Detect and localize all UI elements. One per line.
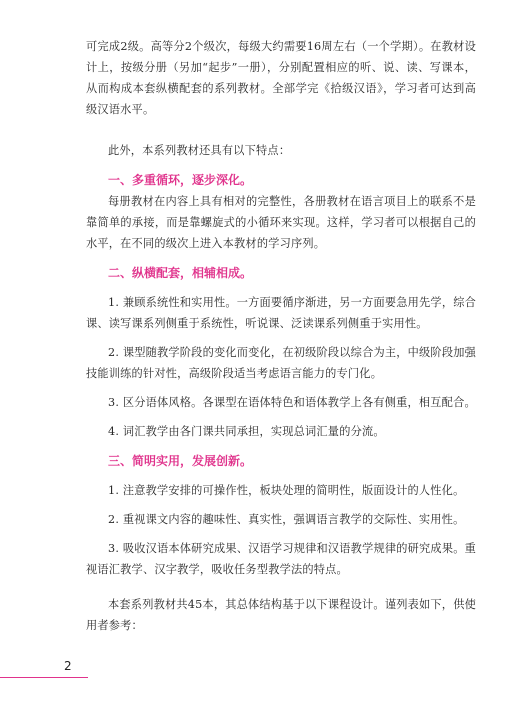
section1-paragraph: 每册教材在内容上具有相对的完整性，各册教材在语言项目上的联系不是靠简单的承接，而是靠螺旋式的小循环来实现。这样，学习者可以根据自己的水平，在不同的级次上进入本教材的学习序列。 [86, 195, 476, 250]
features-intro: 此外，本系列教材还具有以下特点： [108, 144, 291, 157]
intro-paragraph: 可完成2级。高等分2个级次，每级大约需要16周左右（一个学期）。在教材设计上，按级分册（另加“起步”一册），分别配置相应的听、说、读、写课本，从而构成本套纵横配套的系列教材。全部学完《拾级汉语》，学习者可达到高级汉语水平。 [86, 40, 476, 116]
page-number: 2 [64, 659, 72, 673]
section3-heading: 三、简明实用，发展创新。 [108, 454, 253, 468]
footer-rule [0, 677, 88, 678]
section2-heading: 二、纵横配套，相辅相成。 [108, 266, 253, 280]
section3-item-1: 1. 注意教学安排的可操作性，板块处理的简明性，版面设计的人性化。 [108, 484, 465, 497]
section3-item-2: 2. 重视课文内容的趣味性、真实性，强调语言教学的交际性、实用性。 [108, 513, 465, 526]
section2-item-2: 2. 课型随教学阶段的变化而变化，在初级阶段以综合为主，中级阶段加强技能训练的针对性，高级阶段适当考虑语言能力的专门化。 [86, 346, 476, 380]
section2-item-1: 1. 兼顾系统性和实用性。一方面要循序渐进，另一方面要急用先学，综合课、读写课系列侧重于系统性，听说课、泛读课系列侧重于实用性。 [86, 296, 476, 330]
section3-item-3: 3. 吸收汉语本体研究成果、汉语学习规律和汉语教学规律的研究成果。重视语汇教学、汉字教学，吸收任务型教学法的特点。 [86, 542, 476, 576]
section2-item-4: 4. 词汇教学由各门课共同承担，实现总词汇量的分流。 [108, 425, 385, 438]
page-body [86, 36, 476, 636]
closing-paragraph: 本套系列教材共45本，其总体结构基于以下课程设计。谨列表如下，供使用者参考： [86, 598, 476, 632]
section2-item-3: 3. 区分语体风格。各课型在语体特色和语体教学上各有侧重，相互配合。 [108, 396, 476, 409]
section1-heading: 一、多重循环，逐步深化。 [108, 173, 253, 187]
